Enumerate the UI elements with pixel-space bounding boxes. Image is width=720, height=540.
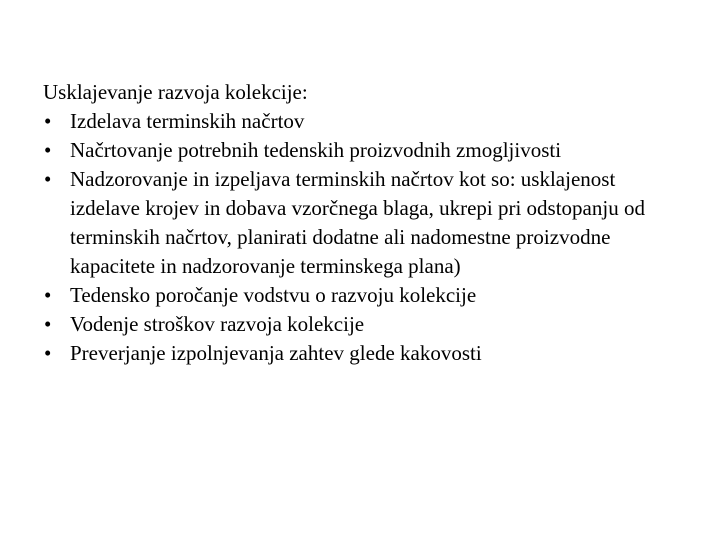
bullet-text: Načrtovanje potrebnih tedenskih proizvodnih zmogljivosti	[70, 138, 562, 162]
bullet-text: Preverjanje izpolnjevanja zahtev glede kakovosti	[70, 341, 482, 365]
bullet-item	[43, 310, 683, 339]
bullet-marker: •	[44, 138, 52, 162]
bullet-item	[43, 165, 683, 281]
bullet-item	[43, 281, 683, 310]
bullet-text: Izdelava terminskih načrtov	[70, 109, 305, 133]
bullet-marker: •	[44, 167, 52, 191]
bullet-text: Vodenje stroškov razvoja kolekcije	[70, 312, 365, 336]
bullet-item	[43, 107, 683, 136]
slide-body	[43, 78, 683, 368]
bullet-marker: •	[44, 109, 52, 133]
bullet-item	[43, 339, 683, 368]
bullet-item	[43, 136, 683, 165]
bullet-list	[43, 107, 683, 368]
slide-heading: Usklajevanje razvoja kolekcije:	[43, 80, 308, 104]
bullet-text: Nadzorovanje in izpeljava terminskih načrtov kot so: usklajenost izdelave krojev in dobava vzorčnega blaga, ukrepi pri odstopanju od terminskih načrtov, planirati dodatne ali nadomestne proizvodne kapacitete in nadzorovanje terminskega plana)	[70, 167, 645, 278]
bullet-marker: •	[44, 312, 52, 336]
bullet-marker: •	[44, 341, 52, 365]
bullet-marker: •	[44, 283, 52, 307]
bullet-text: Tedensko poročanje vodstvu o razvoju kolekcije	[70, 283, 477, 307]
